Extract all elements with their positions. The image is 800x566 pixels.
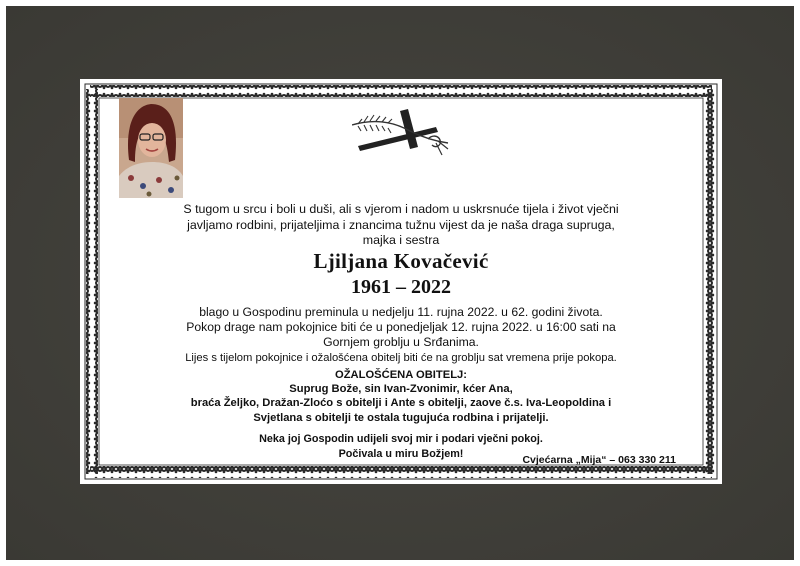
- florist-credit: Cvjećarna „Mija“ – 063 330 211: [522, 454, 676, 466]
- obituary-notice: [80, 79, 722, 484]
- family-line: Svjetlana s obitelji te ostala tugujuća rodbina i prijatelji.: [253, 411, 549, 424]
- cross-with-palm-icon: [352, 107, 452, 162]
- info-line: Gornjem groblju u Srđanima.: [323, 335, 479, 350]
- deceased-name: Ljiljana Kovačević: [313, 249, 489, 273]
- family-heading: OŽALOŠĆENA OBITELJ:: [335, 369, 467, 381]
- announcement-intro: [120, 202, 682, 249]
- info-line: Pokop drage nam pokojnice biti će u ponedjeljak 12. rujna 2022. u 16:00 sati na: [186, 320, 616, 335]
- family-line: Suprug Bože, sin Ivan-Zvonimir, kćer Ana,: [289, 383, 513, 396]
- intro-line: S tugom u srcu i boli u duši, ali s vjerom i nadom u uskrsnuće tijela i život vječni: [183, 202, 619, 216]
- prayer-line: Neka joj Gospodin udijeli svoj mir i podari vječni pokoj.: [259, 433, 543, 445]
- funeral-info: [120, 305, 682, 366]
- intro-line: majka i sestra: [362, 233, 440, 247]
- intro-line: javljamo rodbini, prijateljima i znancima tužnu vijest da je naša draga supruga,: [187, 217, 615, 232]
- info-line: Lijes s tijelom pokojnice i ožalošćena obitelj biti će na groblju sat vremena prije pokopa.: [185, 351, 617, 364]
- life-years: 1961 – 2022: [351, 276, 451, 298]
- prayer-line: Počivala u miru Božjem!: [338, 447, 464, 460]
- family-line: braća Željko, Dražan-Zloćo s obitelji i Ante s obitelji, zaove č.s. Iva-Leopoldina i: [190, 397, 612, 410]
- mourning-family: [120, 368, 682, 425]
- portrait-photo: [119, 98, 183, 198]
- info-line: blago u Gospodinu preminula u nedjelju 11. rujna 2022. u 62. godini života.: [199, 305, 603, 319]
